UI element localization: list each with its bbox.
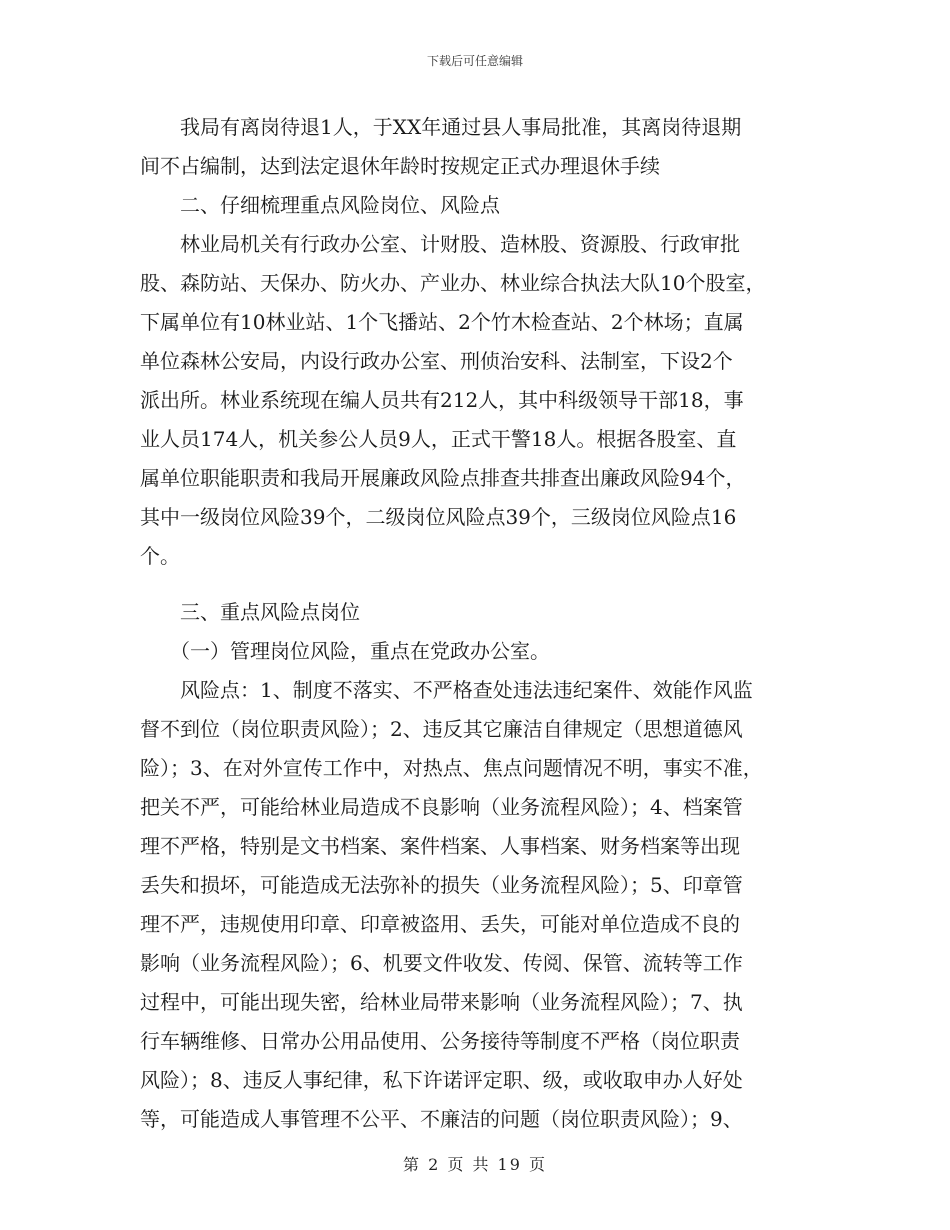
text-line: 属单位职能职责和我局开展廉政风险点排查共排查出廉政风险94个， (140, 466, 746, 490)
text-line: 风险点：1、制度不落实、不严格查处违法违纪案件、效能作风监 (140, 678, 753, 702)
text-line: 派出所。林业系统现在编人员共有212人，其中科级领导干部18，事 (140, 388, 744, 412)
text-line: 理不严，违规使用印章、印章被盗用、丢失，可能对单位造成不良的 (140, 912, 740, 936)
text-line: 业人员174人，机关参公人员9人，正式干警18人。根据各股室、直 (140, 427, 737, 451)
text-line: 等，可能造成人事管理不公平、不廉洁的问题（岗位职责风险）；9、 (140, 1107, 743, 1131)
text-line: 理不严格，特别是文书档案、案件档案、人事档案、财务档案等出现 (140, 834, 740, 858)
section-heading: 三、重点风险点岗位 (140, 600, 360, 624)
document-body (140, 108, 812, 1139)
text-line: 风险）；8、违反人事纪律，私下许诺评定职、级，或收取申办人好处 (140, 1068, 743, 1092)
text-line: 个。 (140, 544, 180, 568)
text-line: 行车辆维修、日常办公用品使用、公务接待等制度不严格（岗位职责 (140, 1029, 740, 1053)
text-line: 过程中，可能出现失密，给林业局带来影响（业务流程风险）；7、执 (140, 990, 743, 1014)
text-line: 其中一级岗位风险39个，二级岗位风险点39个，三级岗位风险点16 (140, 505, 737, 529)
page-header: 下载后可任意编辑 (426, 54, 523, 68)
page-number: 第 2 页 共 19 页 (403, 1155, 547, 1174)
text-line: 影响（业务流程风险）；6、机要文件收发、传阅、保管、流转等工作 (140, 951, 743, 975)
text-line: 下属单位有10林业站、1个飞播站、2个竹木检查站、2个林场；直属 (140, 310, 744, 334)
text-line: 丢失和损坏，可能造成无法弥补的损失（业务流程风险）；5、印章管 (140, 873, 743, 897)
text-line: 督不到位（岗位职责风险）；2、违反其它廉洁自律规定（思想道德风 (140, 717, 743, 741)
text-line: 林业局机关有行政办公室、计财股、造林股、资源股、行政审批 (140, 232, 740, 256)
text-line: 险）；3、在对外宣传工作中，对热点、焦点问题情况不明，事实不准， (140, 756, 763, 780)
paragraph-gap (140, 576, 812, 593)
text-line: 把关不严，可能给林业局造成不良影响（业务流程风险）；4、档案管 (140, 795, 743, 819)
subsection-heading: （一）管理岗位风险，重点在党政办公室。 (140, 639, 550, 663)
text-line: 间不占编制，达到法定退休年龄时按规定正式办理退休手续 (140, 154, 660, 178)
text-line: 我局有离岗待退1人，于XX年通过县人事局批准，其离岗待退期 (140, 115, 742, 139)
text-line: 单位森林公安局，内设行政办公室、刑侦治安科、法制室，下设2个 (140, 349, 733, 373)
text-line: 股、森防站、天保办、防火办、产业办、林业综合执法大队10个股室， (140, 271, 766, 295)
section-heading: 二、仔细梳理重点风险岗位、风险点 (140, 193, 500, 217)
